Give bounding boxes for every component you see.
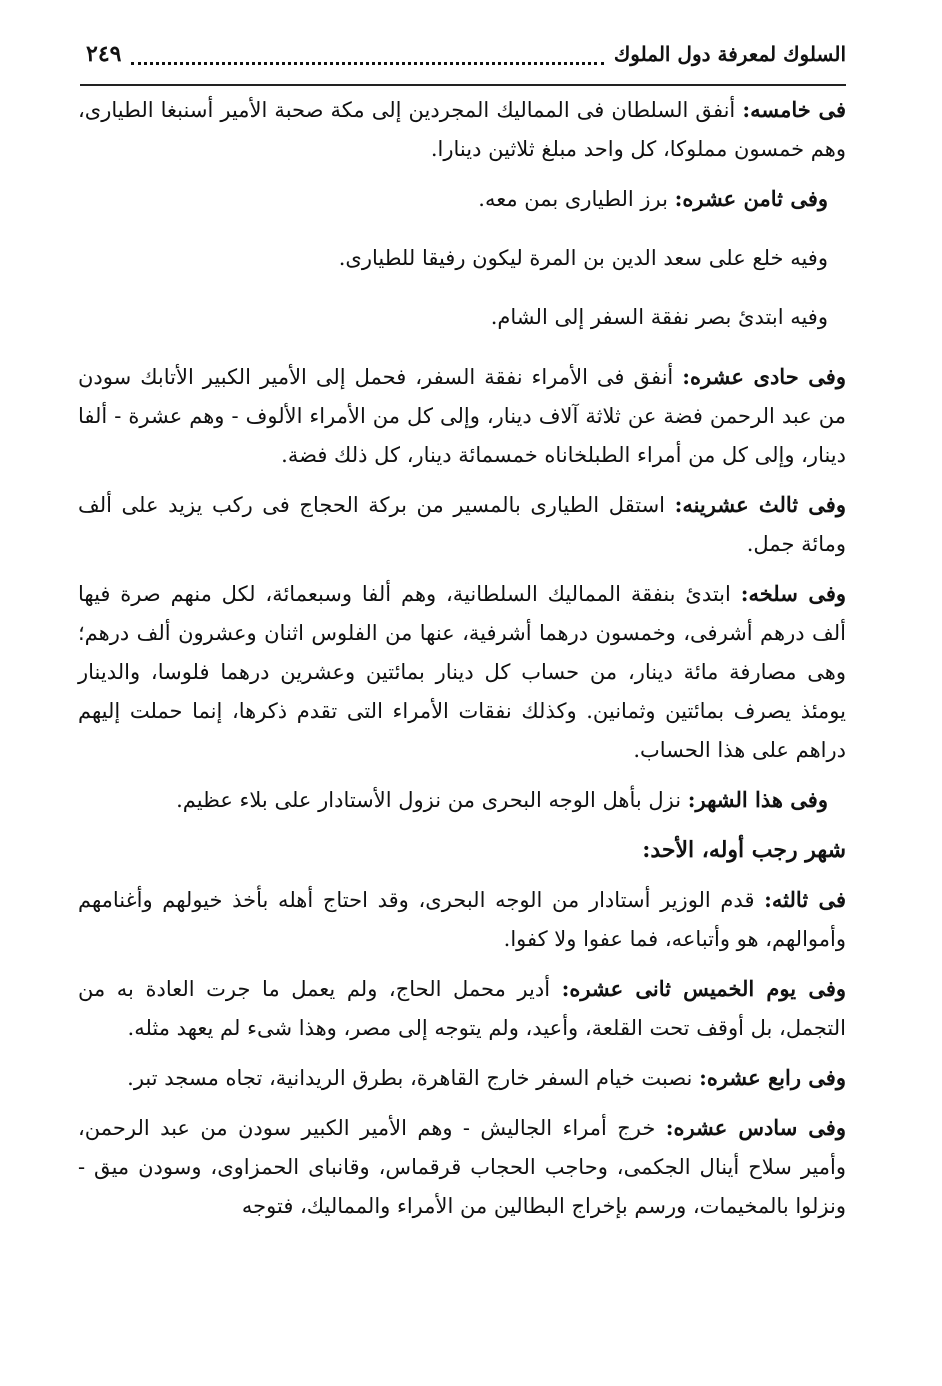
paragraph-lead: وفى ثالث عشرينه:: [674, 492, 846, 517]
paragraph: [78, 880, 846, 959]
paragraph: [78, 969, 846, 1048]
paragraph-text: نصبت خيام السفر خارج القاهرة، بطرق الريدانية، تجاه مسجد تبر.: [127, 1066, 700, 1090]
paragraph-lead: وفى ثامن عشره:: [674, 186, 828, 211]
paragraph-text: أنفق فى الأمراء نفقة السفر، فحمل إلى الأمير الكبير الأتابك سودن من عبد الرحمن فضة عن ثلاثة آلاف دينار، وإلى كل من الأمراء الألوف - وهم عشرة - ألفا دينار، وإلى كل من أمراء الطبلخاناه خمسمائة دينار، كل ذلك فضة.: [78, 365, 846, 467]
paragraph: [78, 574, 846, 770]
paragraph-lead: وفى سلخه:: [740, 581, 847, 606]
paragraph: [78, 1108, 846, 1226]
paragraph-text: أدير محمل الحاج، ولم يعمل ما جرت العادة به من التجمل، بل أوقف تحت القلعة، وأعيد، ولم يتوجه إلى مصر، وهذا شىء لم يعهد مثله.: [78, 977, 846, 1040]
paragraph-text: ابتدئ بنفقة المماليك السلطانية، وهم ألفا وسبعمائة، لكل منهم صرة فيها ألف درهم أشرفى، وخمسون درهما أشرفية، عنها من الفلوس اثنان وعشرون ألف درهم؛ وهى مصارفة مائة دينار، من حساب كل دينار بمائتين وعشرين درهما فلوسا، والدينار يومئذ يصرف بمائتين وثمانين. وكذلك نفقات الأمراء التى تقدم ذكرها، إنما حملت إليهم دراهم على هذا الحساب.: [78, 582, 846, 762]
paragraph-text: استقل الطيارى بالمسير من بركة الحجاج فى ركب يزيد على ألف ومائة جمل.: [78, 493, 846, 556]
paragraph: [78, 780, 846, 820]
running-header: [86, 34, 846, 74]
paragraph-lead: وفى سادس عشره:: [665, 1115, 846, 1140]
paragraph: [78, 239, 846, 278]
header-leader-dots: [131, 58, 603, 65]
paragraph: [78, 1058, 846, 1098]
paragraph-lead: وفى حادى عشره:: [682, 364, 846, 389]
paragraph: [78, 357, 846, 475]
page-body: [78, 90, 846, 1236]
paragraph-text: وفيه ابتدئ بصر نفقة السفر إلى الشام.: [490, 305, 828, 329]
paragraph-text: أنفق السلطان فى المماليك المجردين إلى مكة صحبة الأمير أسنبغا الطيارى، وهم خمسون مملوكا، كل واحد مبلغ ثلاثين دينارا.: [78, 98, 846, 161]
paragraph-text: وفيه خلع على سعد الدين بن المرة ليكون رفيقا للطيارى.: [338, 246, 828, 270]
paragraph: [78, 179, 846, 219]
paragraph-text: خرج أمراء الجاليش - وهم الأمير الكبير سودن من عبد الرحمن، وأمير سلاح أينال الجكمى، وحاجب الحجاب قرقماس، وقانباى الحمزاوى، وسودن ميق - ونزلوا بالمخيمات، ورسم بإخراج البطالين من الأمراء والمماليك، فتوجه: [78, 1116, 846, 1218]
paragraph-lead: فى ثالثه:: [764, 887, 847, 912]
paragraph: [78, 90, 846, 169]
paragraph-lead: وفى يوم الخميس ثانى عشره:: [561, 976, 847, 1001]
header-title: السلوك لمعرفة دول الملوك: [613, 42, 846, 66]
paragraph-text: نزل بأهل الوجه البحرى من نزول الأستادار على بلاء عظيم.: [176, 788, 688, 812]
paragraph-text: قدم الوزير أستادار من الوجه البحرى، وقد احتاج أهله بأخذ خيولهم وأغنامهم وأموالهم، هو وأتباعه، فما عفوا ولا كفوا.: [78, 888, 846, 951]
page-number: ٢٤٩: [86, 41, 122, 67]
paragraph: [78, 298, 846, 337]
paragraph: [78, 485, 846, 564]
paragraph-text: برز الطيارى بمن معه.: [478, 187, 675, 211]
month-heading: شهر رجب أوله، الأحد:: [642, 837, 846, 863]
paragraph-lead: وفى هذا الشهر:: [687, 787, 828, 812]
paragraph-lead: وفى رابع عشره:: [699, 1065, 846, 1090]
paragraph-lead: فى خامسه:: [742, 97, 846, 122]
header-rule: [80, 84, 846, 86]
